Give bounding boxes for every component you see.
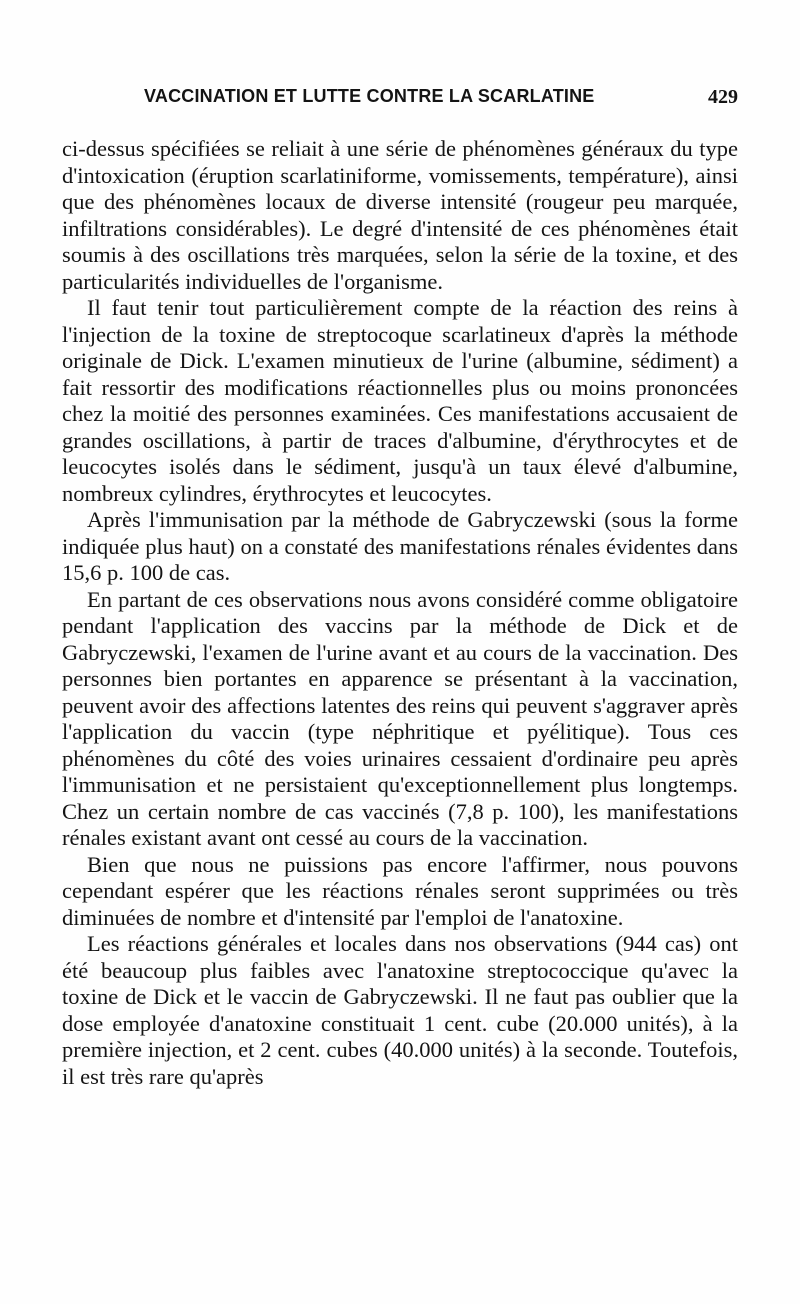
running-title: VACCINATION ET LUTTE CONTRE LA SCARLATINE	[144, 86, 595, 106]
paragraph-kidney-reaction: Il faut tenir tout particulièrement compte de la réaction des reins à l'injection de la toxine de streptocoque scarlatineux d'après la méthode originale de Dick. L'examen minutieux de l'urine (albumine, sédiment) a fait ressortir des modifications réactionnelles plus ou moins prononcées chez la moitié des personnes examinées. Ces manifestations accusaient de grandes oscillations, à partir de traces d'albumine, d'érythrocytes et de leucocytes isolés dans le sédiment, jusqu'à un taux élevé d'albumine, nombreux cylindres, érythrocytes et leucocytes.	[62, 295, 738, 506]
page-number: 429	[708, 86, 738, 108]
paragraph-anatoxin-hope: Bien que nous ne puissions pas encore l'affirmer, nous pouvons cependant espérer que les réactions rénales seront supprimées ou très diminuées de nombre et d'intensité par l'emploi de l'anatoxine.	[62, 851, 738, 930]
body-text	[62, 136, 738, 1090]
paragraph-urine-examination: En partant de ces observations nous avons considéré comme obligatoire pendant l'application des vaccins par la méthode de Dick et de Gabryczewski, l'examen de l'urine avant et au cours de la vaccination. Des personnes bien portantes en apparence se présentant à la vaccination, peuvent avoir des affections latentes des reins qui peuvent s'aggraver après l'application du vaccin (type néphritique et pyélitique). Tous ces phénomènes du côté des voies urinaires cessaient d'ordinaire peu après l'immunisation et ne persistaient qu'exceptionnellement plus longtemps. Chez un certain nombre de cas vaccinés (7,8 p. 100), les manifestations rénales existant avant ont cessé au cours de la vaccination.	[62, 586, 738, 850]
paragraph-general-reactions: Les réactions générales et locales dans nos observations (944 cas) ont été beaucoup plus faibles avec l'anatoxine streptococcique qu'avec la toxine de Dick et le vaccin de Gabryczewski. Il ne faut pas oublier que la dose employée d'anatoxine constituait 1 cent. cube (20.000 unités), à la première injection, et 2 cent. cubes (40.000 unités) à la seconde. Toutefois, il est très rare qu'après	[62, 931, 738, 1089]
paragraph-continued: ci-dessus spécifiées se reliait à une série de phénomènes généraux du type d'intoxication (éruption scarlatiniforme, vomissements, température), ainsi que des phénomènes locaux de diverse intensité (rougeur peu marquée, infiltrations considérables). Le degré d'intensité de ces phénomènes était soumis à des oscillations très marquées, selon la série de la toxine, et des particularités individuelles de l'organisme.	[62, 136, 738, 294]
paragraph-gabryczewski-method: Après l'immunisation par la méthode de Gabryczewski (sous la forme indiquée plus haut) on a constaté des manifestations rénales évidentes dans 15,6 p. 100 de cas.	[62, 507, 738, 585]
running-header	[62, 86, 738, 116]
